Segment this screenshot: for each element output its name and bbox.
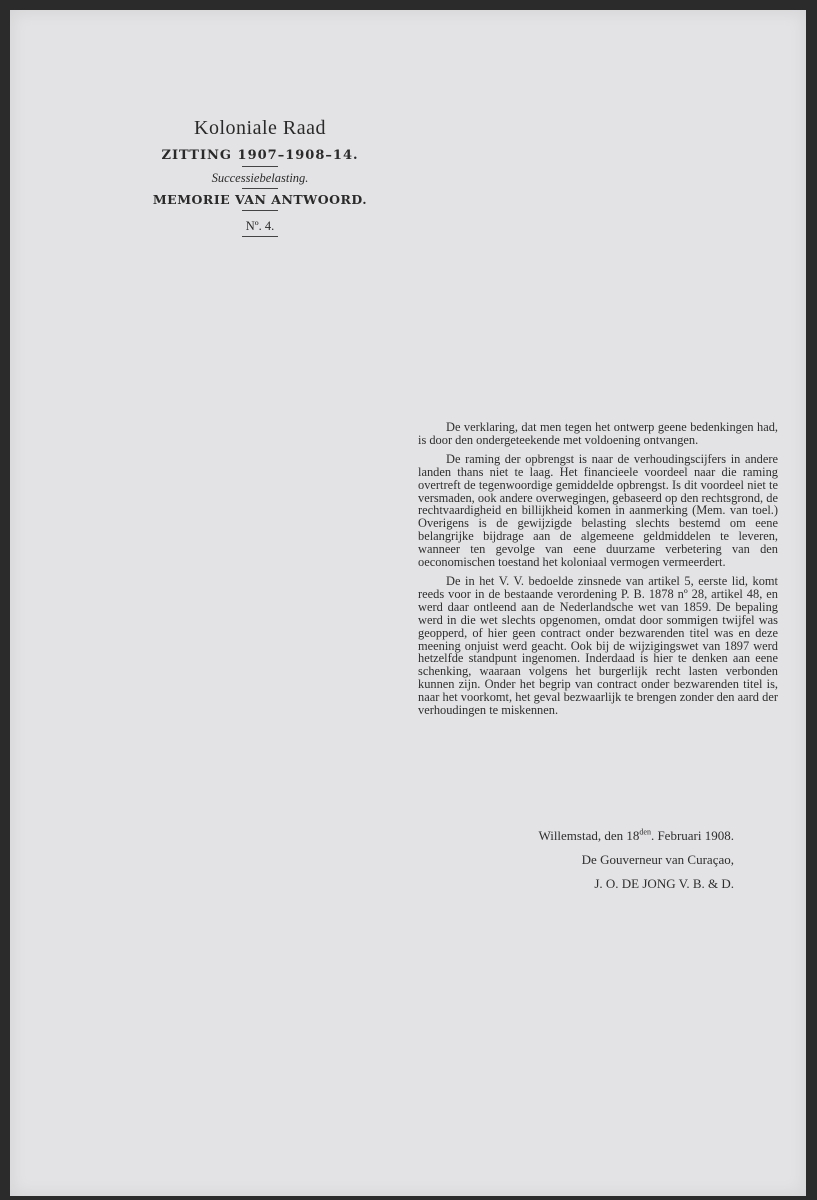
header-divider [242, 210, 278, 211]
document-header [130, 115, 390, 238]
document-page [10, 10, 806, 1196]
memo-title: MEMORIE VAN ANTWOORD. [152, 192, 368, 207]
body-paragraph: De raming der opbrengst is naar de verhoudingscijfers in andere landen thans niet te laag. Het financieele voordeel naar die raming overtreft de tegenwoordige gemiddelde opbrengst. Is dit voordeel niet te versmaden, ook andere overwegingen, gebaseerd op den rechtsgrond, de rechtvaardigheid en billijkheid komen in aanmerking (Mem. van toel.) Overigens is de gewijzigde belasting slechts bestemd om eene belangrijke bijdrage aan de algemeene geldmiddelen te leveren, wanneer ten gevolge van eene duurzame verbetering van den oeconomischen toestand het koloniaal vermogen vermeerdert. [418, 451, 778, 570]
header-divider [242, 236, 278, 237]
body-paragraph: De verklaring, dat men tegen het ontwerp geene bedenkingen had, is door den ondergeteekende met voldoening ontvangen. [418, 420, 778, 447]
header-divider [242, 166, 278, 167]
session-line: ZITTING 1907–1908–14. [161, 148, 359, 163]
signatory-name: J. O. DE JONG V. B. & D. [594, 876, 734, 891]
header-divider [242, 188, 278, 189]
governor-role: De Gouverneur van Curaçao, [581, 852, 734, 867]
subject-line: Successiebelasting. [211, 171, 309, 185]
date-line [418, 824, 734, 848]
date-rest: . Februari 1908. [650, 828, 734, 843]
body-paragraph: De in het V. V. bedoelde zinsnede van artikel 5, eerste lid, komt reeds voor in de bestaande verordening P. B. 1878 nº 28, artikel 48, en werd daar ontleend aan de Nederlandsche wet van 1859. De bepaling werd in die wet slechts opgenomen, omdat door sommigen twijfel was geopperd, of hier geen contract onder bezwarenden titel was en deze meening onjuist werd geacht. Ook bij de wijzigingswet van 1897 werd hetzelfde standpunt ingenomen. Inderdaad is hier te denken aan eene schenking, waaraan volgens het burgerlijk recht lasten verbonden kunnen zijn. Onder het begrip van contract onder bezwarenden titel is, naar het voorkomt, het geval bezwaarlijk te brengen zonder den aard der verhoudingen te miskennen. [418, 573, 778, 718]
council-title: Koloniale Raad [194, 117, 326, 139]
document-body [418, 421, 778, 723]
date-day-suffix: den [639, 827, 651, 837]
document-number: Nº. 4. [245, 219, 275, 233]
signature-block [418, 824, 734, 896]
date-place: Willemstad, den 18 [538, 828, 640, 843]
